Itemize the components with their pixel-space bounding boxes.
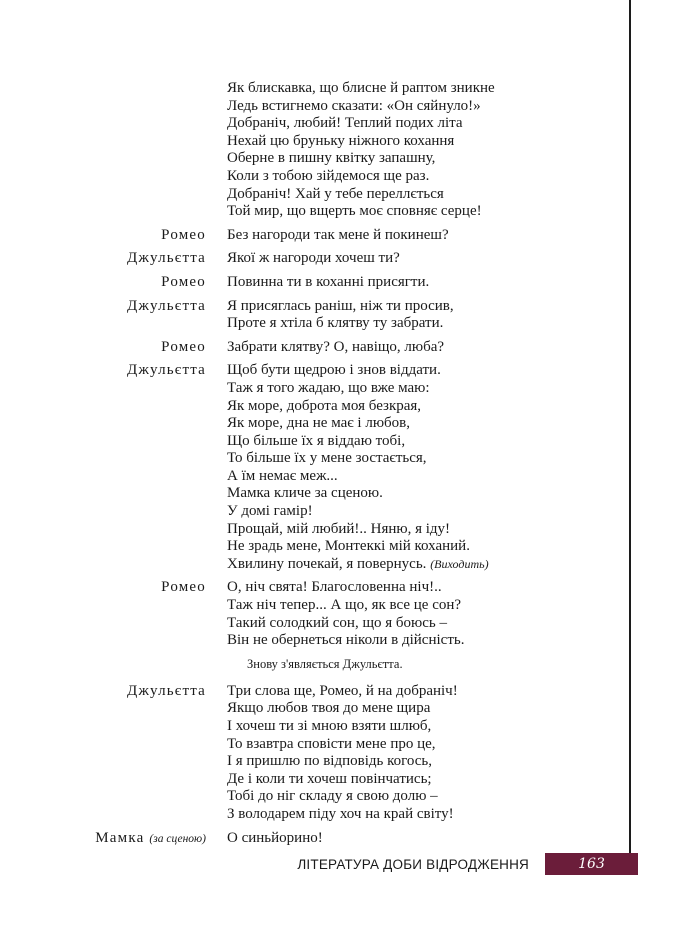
verse-lines bbox=[227, 339, 444, 357]
speaker-name bbox=[0, 339, 206, 357]
verse-line bbox=[227, 788, 458, 806]
verse-line bbox=[227, 503, 489, 521]
verse-line-text: І я пришлю по відповідь когось, bbox=[227, 753, 433, 770]
verse-line bbox=[227, 415, 489, 433]
verse-line-text: Де і коли ти хочеш повінчатись; bbox=[227, 770, 432, 787]
verse-line-text: Забрати клятву? О, навіщо, люба? bbox=[227, 338, 445, 355]
verse-line-text: Таж ніч тепер... А що, як все це сон? bbox=[227, 597, 462, 614]
dialogue-block bbox=[0, 250, 620, 268]
verse-line-text: Коли з тобою зійдемося ще раз. bbox=[227, 167, 430, 184]
verse-line bbox=[227, 632, 464, 650]
speaker-label: Джульєтта bbox=[127, 362, 206, 379]
verse-line-text: Тобі до ніг складу я свою долю – bbox=[227, 788, 438, 805]
verse-line bbox=[227, 468, 489, 486]
verse-line-text: Він не обернеться ніколи в дійсність. bbox=[227, 632, 465, 649]
verse-line bbox=[227, 115, 495, 133]
verse-line bbox=[227, 753, 458, 771]
verse-line bbox=[227, 227, 449, 245]
verse-line-text: Якщо любов твоя до мене щира bbox=[227, 700, 431, 717]
dialogue-block bbox=[0, 298, 620, 333]
speaker-name bbox=[0, 362, 206, 573]
verse-lines bbox=[227, 227, 449, 245]
verse-line bbox=[227, 150, 495, 168]
speaker-label: Ромео bbox=[161, 338, 206, 355]
page-footer bbox=[0, 853, 640, 877]
verse-lines bbox=[227, 362, 489, 573]
verse-line-text: Як блискавка, що блисне й раптом зникне bbox=[227, 80, 495, 96]
verse-lines bbox=[227, 830, 323, 849]
dialogue-block bbox=[0, 80, 620, 221]
speaker-name bbox=[0, 80, 206, 221]
verse-line bbox=[227, 315, 454, 333]
verse-lines bbox=[227, 683, 458, 824]
verse-lines bbox=[227, 274, 429, 292]
verse-line-text: Такий солодкий сон, що я боюсь – bbox=[227, 614, 447, 631]
verse-line-text: А їм немає меж... bbox=[227, 467, 338, 484]
verse-line-text: О синьйорино! bbox=[227, 829, 323, 846]
verse-line bbox=[227, 133, 495, 151]
speaker-label: Ромео bbox=[161, 226, 206, 243]
verse-line bbox=[227, 398, 489, 416]
verse-line-text: Як море, дна не має і любов, bbox=[227, 415, 411, 432]
speaker-name bbox=[0, 274, 206, 292]
verse-line-text: І хочеш ти зі мною взяти шлюб, bbox=[227, 718, 432, 734]
verse-line bbox=[227, 830, 323, 848]
speaker-note: (за сценою) bbox=[149, 832, 206, 845]
verse-line bbox=[227, 186, 495, 204]
verse-lines bbox=[227, 250, 400, 268]
verse-line bbox=[227, 521, 489, 539]
verse-line-text: Повинна ти в коханні присягти. bbox=[227, 273, 430, 290]
verse-line-text: Проте я хтіла б клятву ту забрати. bbox=[227, 315, 444, 332]
verse-line-text: То взавтра сповісти мене про це, bbox=[227, 735, 436, 752]
verse-line-text: Добраніч! Хай у тебе переллється bbox=[227, 185, 444, 202]
verse-line-text: О, ніч свята! Благословенна ніч!.. bbox=[227, 579, 442, 596]
dialogue-block bbox=[0, 683, 620, 824]
speaker-name bbox=[0, 250, 206, 268]
stage-direction: Знову з'являється Джульєтта. bbox=[247, 656, 403, 671]
verse-line bbox=[227, 168, 495, 186]
speaker-label: Джульєтта bbox=[127, 250, 206, 267]
dialogue-block bbox=[0, 830, 620, 849]
page-number: 163 bbox=[545, 853, 638, 875]
play-text bbox=[0, 80, 620, 854]
dialogue-block bbox=[0, 579, 620, 649]
verse-line bbox=[227, 380, 489, 398]
verse-line bbox=[227, 736, 458, 754]
verse-line bbox=[227, 556, 489, 574]
verse-line-text: У домі гамір! bbox=[227, 503, 313, 520]
dialogue-block bbox=[0, 362, 620, 573]
verse-line-text: Добраніч, любий! Теплий подих літа bbox=[227, 115, 463, 132]
verse-line bbox=[227, 274, 429, 292]
verse-line-text: Мамка кличе за сценою. bbox=[227, 485, 383, 502]
verse-line bbox=[227, 683, 458, 701]
verse-line bbox=[227, 203, 495, 221]
verse-line bbox=[227, 597, 464, 615]
section-title: ЛІТЕРАТУРА ДОБИ ВІДРОДЖЕННЯ bbox=[297, 857, 529, 872]
verse-lines bbox=[227, 80, 495, 221]
verse-line-text: Оберне в пишну квітку запашну, bbox=[227, 150, 436, 167]
verse-line bbox=[227, 250, 400, 268]
verse-line bbox=[227, 485, 489, 503]
verse-line-text: Якої ж нагороди хочеш ти? bbox=[227, 250, 400, 267]
verse-line bbox=[227, 362, 489, 380]
verse-line-text: Нехай цю бруньку ніжного кохання bbox=[227, 132, 455, 149]
speaker-label: Ромео bbox=[161, 273, 206, 290]
speaker-label: Джульєтта bbox=[127, 297, 206, 314]
verse-line bbox=[227, 718, 458, 736]
verse-line-text: Не зрадь мене, Монтеккі мій коханий. bbox=[227, 538, 470, 555]
verse-line-text: Ледь встигнемо сказати: «Он сяйнуло!» bbox=[227, 97, 481, 114]
verse-line-text: Той мир, що вщерть моє сповняє серце! bbox=[227, 203, 482, 220]
speaker-label: Джульєтта bbox=[127, 682, 206, 699]
verse-line bbox=[227, 538, 489, 556]
verse-line bbox=[227, 339, 444, 357]
verse-line-text: Я присяглась раніш, ніж ти просив, bbox=[227, 297, 454, 314]
margin-rule bbox=[629, 0, 631, 857]
verse-line bbox=[227, 80, 495, 98]
speaker-name bbox=[0, 298, 206, 333]
verse-lines bbox=[227, 298, 454, 333]
verse-line bbox=[227, 98, 495, 116]
dialogue-block bbox=[0, 227, 620, 245]
verse-line bbox=[227, 298, 454, 316]
verse-line-text: Таж я того жадаю, що вже маю: bbox=[227, 379, 430, 396]
dialogue-block bbox=[0, 339, 620, 357]
verse-line bbox=[227, 579, 464, 597]
verse-line-text: З володарем піду хоч на край світу! bbox=[227, 805, 454, 822]
verse-line-text: То більше їх у мене зостається, bbox=[227, 450, 427, 467]
stage-note: (Виходить) bbox=[430, 556, 489, 571]
verse-line-text: Хвилину почекай, я повернусь. bbox=[227, 555, 427, 572]
verse-line-text: Щоб бути щедрою і знов віддати. bbox=[227, 362, 441, 379]
verse-line-text: Прощай, мій любий!.. Няню, я іду! bbox=[227, 520, 451, 537]
speaker-label: Мамка bbox=[95, 829, 145, 846]
verse-line bbox=[227, 615, 464, 633]
speaker-name bbox=[0, 579, 206, 649]
verse-line bbox=[227, 806, 458, 824]
speaker-name bbox=[0, 227, 206, 245]
verse-line bbox=[227, 450, 489, 468]
verse-line bbox=[227, 433, 489, 451]
verse-line bbox=[227, 771, 458, 789]
verse-line-text: Три слова ще, Ромео, й на добраніч! bbox=[227, 682, 458, 699]
speaker-name bbox=[0, 683, 206, 824]
verse-line-text: Що більше їх я віддаю тобі, bbox=[227, 432, 406, 449]
verse-lines bbox=[227, 579, 464, 649]
dialogue-block bbox=[0, 274, 620, 292]
verse-line bbox=[227, 700, 458, 718]
speaker-label: Ромео bbox=[161, 579, 206, 596]
speaker-name bbox=[0, 830, 206, 849]
verse-line-text: Без нагороди так мене й покинеш? bbox=[227, 226, 449, 243]
verse-line-text: Як море, доброта моя безкрая, bbox=[227, 397, 422, 414]
